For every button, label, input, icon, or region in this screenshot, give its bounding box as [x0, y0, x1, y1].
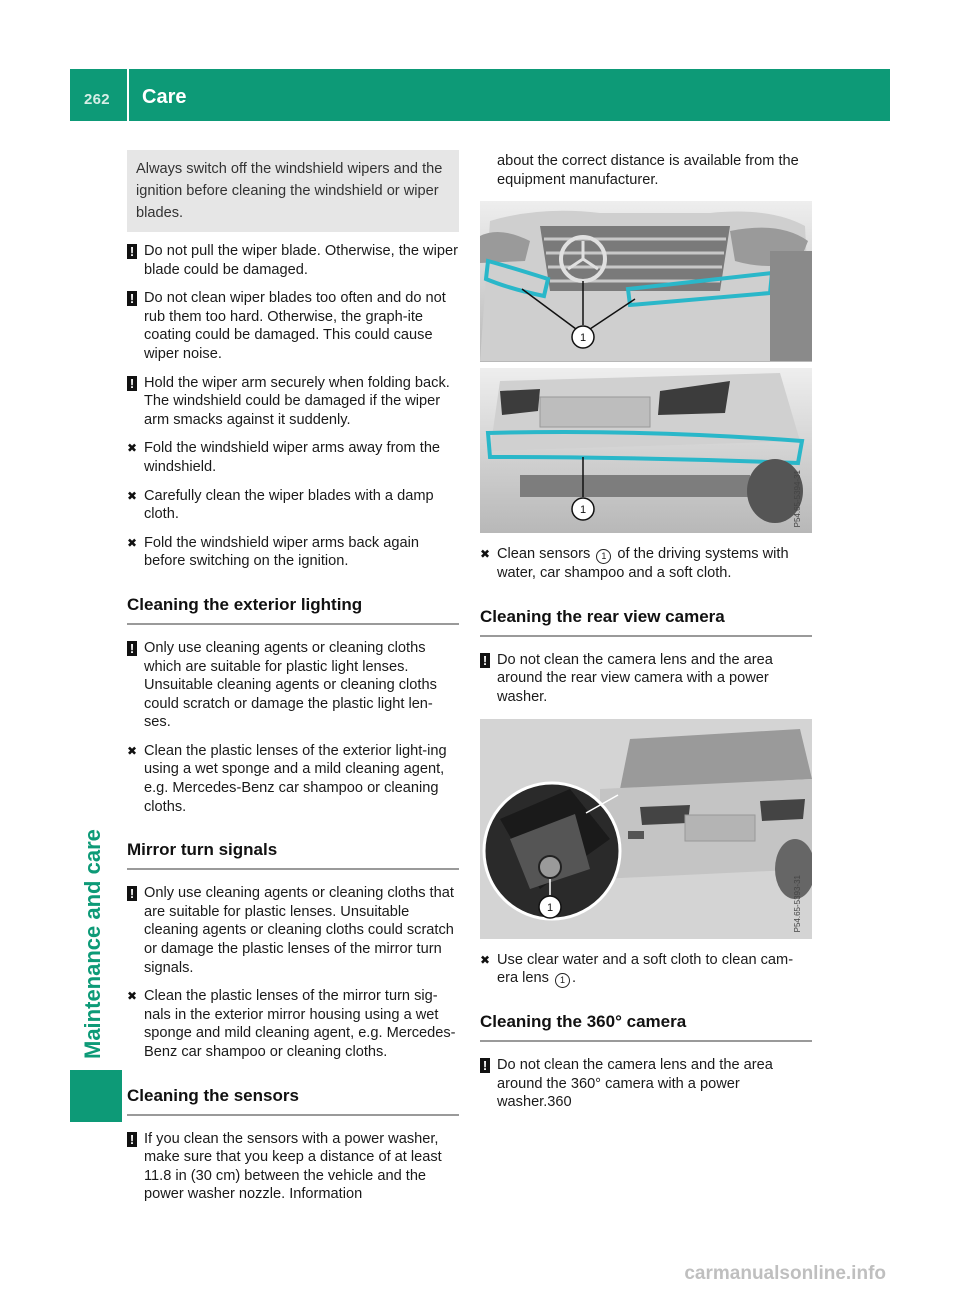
page-number: 262 — [84, 91, 110, 108]
sensor-illustration — [480, 201, 812, 533]
step-item — [127, 987, 459, 1061]
warning-item — [127, 1130, 459, 1204]
side-tab-marker — [70, 1070, 122, 1122]
warning-text: Do not clean wiper blades too often and do not rub them too hard. Otherwise, the graph-ite coating could be damaged. This could cause wiper noise. — [144, 290, 446, 362]
warning-text: Hold the wiper arm securely when folding back. The windshield could be damaged if the wiper arm smacks against it suddenly. — [144, 374, 450, 428]
callout-number: 1 — [579, 332, 587, 345]
page-header — [70, 69, 890, 121]
warning-item — [127, 639, 459, 732]
warning-text: Do not clean the camera lens and the area around the 360° camera with a power washer.360 — [497, 1057, 773, 1111]
header-separator — [127, 69, 129, 121]
warning-item — [480, 651, 812, 707]
step-text-suffix: of the driving systems with water, car shampoo and a soft cloth. — [497, 546, 789, 582]
warning-icon: ! — [480, 1058, 490, 1073]
warning-text: Do not clean the camera lens and the area around the rear view camera with a power washer. — [497, 651, 773, 705]
step-arrow-icon: ✖ — [127, 743, 138, 758]
step-arrow-icon: ✖ — [127, 989, 138, 1004]
warning-text: Only use cleaning agents or cleaning cloths that are suitable for plastic lenses. Unsuitable cleaning agents or cleaning cloths could scratch or damage the plastic lenses of the mirror turn signals. — [144, 885, 454, 976]
warning-text: If you clean the sensors with a power washer, make sure that you keep a distance of at least 11.8 in (30 cm) between the vehicle and the power washer nozzle. Information — [144, 1130, 442, 1203]
step-arrow-icon: ✖ — [480, 952, 491, 967]
warning-icon: ! — [127, 376, 137, 391]
warning-item — [127, 884, 459, 977]
step-item — [127, 742, 459, 816]
step-arrow-icon: ✖ — [127, 488, 138, 503]
sensor-figure — [480, 201, 812, 533]
warning-icon: ! — [127, 641, 137, 656]
rear-camera-figure — [480, 719, 812, 939]
step-item — [480, 951, 812, 989]
rear-camera-illustration — [480, 719, 812, 939]
warning-icon: ! — [127, 291, 137, 306]
left-column — [127, 150, 459, 1214]
step-text: Clean the plastic lenses of the mirror turn sig-nals in the exterior mirror housing using a wet sponge and mild cleaning agent, e.g. Mercedes-Benz car shampoo or cleaning cloths. — [144, 988, 456, 1060]
step-arrow-icon: ✖ — [480, 547, 491, 562]
warning-item — [127, 374, 459, 430]
step-item — [127, 534, 459, 571]
step-arrow-icon: ✖ — [127, 441, 138, 456]
step-item — [127, 439, 459, 476]
step-text-prefix: Clean sensors — [497, 546, 591, 563]
callout-number: 1 — [579, 504, 587, 517]
step-text: Fold the windshield wiper arms back again before switching on the ignition. — [144, 534, 419, 570]
section-heading-360-camera: Cleaning the 360° camera — [480, 1012, 812, 1042]
section-heading-rear-view-camera: Cleaning the rear view camera — [480, 607, 812, 637]
watermark: carmanualsonline.info — [684, 1263, 886, 1284]
warning-icon: ! — [127, 886, 137, 901]
chapter-title: Care — [142, 86, 187, 108]
step-text: Fold the windshield wiper arms away from the windshield. — [144, 440, 441, 475]
step-text-prefix: Use clear water and a soft cloth to clean cam-era lens — [497, 951, 794, 987]
step-item — [127, 487, 459, 524]
callout-1: 1 — [596, 549, 611, 564]
section-heading-mirror-turn-signals: Mirror turn signals — [127, 840, 459, 870]
side-section-label: Maintenance and care — [80, 829, 105, 1059]
warning-text: Only use cleaning agents or cleaning cloths which are suitable for plastic light lenses. Unsuitable cleaning agents or cleaning cloths could scratch or damage the plastic light len-ses. — [144, 639, 437, 731]
warning-icon: ! — [127, 1132, 137, 1147]
right-column — [480, 152, 812, 1122]
step-text-suffix: . — [571, 970, 577, 987]
callout-number: 1 — [546, 901, 554, 914]
warning-item — [127, 289, 459, 363]
section-heading-exterior-lighting: Cleaning the exterior lighting — [127, 595, 459, 625]
section-heading-sensors: Cleaning the sensors — [127, 1086, 459, 1116]
step-item — [480, 545, 812, 583]
warning-item — [480, 1056, 812, 1112]
step-text: Carefully clean the wiper blades with a damp cloth. — [144, 487, 434, 523]
step-arrow-icon: ✖ — [127, 535, 138, 550]
warning-icon: ! — [480, 653, 490, 668]
figure-code: P54.65-5393-31 — [793, 875, 803, 933]
step-text: Clean the plastic lenses of the exterior light-ing using a wet sponge and a mild cleaning agent, e.g. Mercedes-Benz car shampoo or cleaning cloths. — [144, 742, 447, 815]
warning-icon: ! — [127, 244, 137, 259]
figure-code: P54.65-5394-31 — [793, 469, 803, 528]
continuation-text: about the correct distance is available from the equipment manufacturer. — [497, 153, 799, 188]
note-box: Always switch off the windshield wipers and the ignition before cleaning the windshield or wiper blades. — [127, 150, 459, 232]
warning-item — [127, 242, 459, 279]
callout-1: 1 — [555, 973, 570, 988]
warning-text: Do not pull the wiper blade. Otherwise, the wiper blade could be damaged. — [144, 243, 458, 278]
